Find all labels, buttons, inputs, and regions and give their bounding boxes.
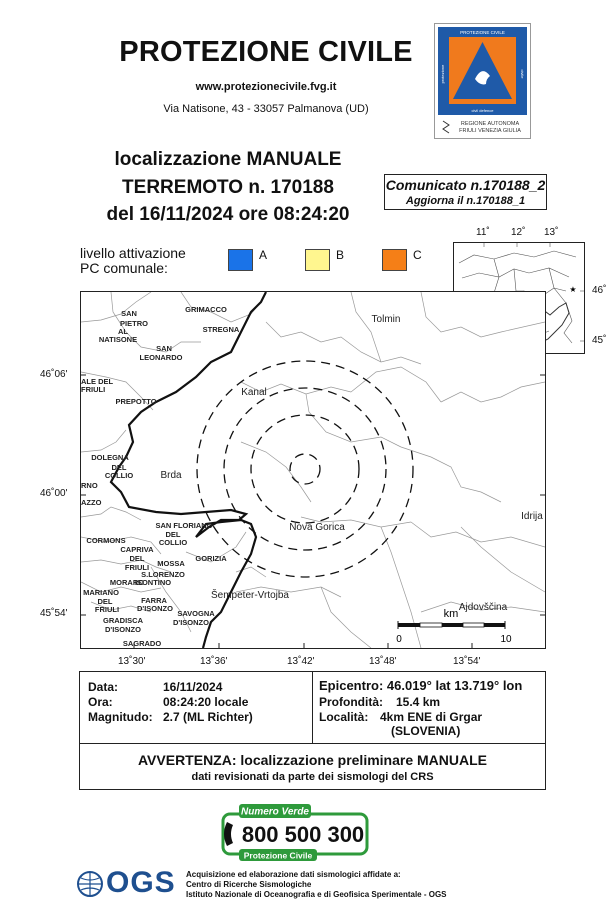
data-label: Data: bbox=[88, 680, 119, 694]
level-c-label: C bbox=[413, 248, 422, 262]
scale-bar bbox=[396, 608, 512, 645]
inset-lon-tick-11: 11˚ bbox=[476, 227, 490, 238]
org-address: Via Natisone, 43 - 33057 Palmanova (UD) bbox=[163, 103, 369, 115]
level-c-swatch bbox=[382, 249, 407, 271]
comunicato-update: Aggiorna il n.170188_1 bbox=[405, 195, 526, 207]
ora-value: 08:24:20 locale bbox=[163, 695, 249, 709]
info-divider-vertical bbox=[312, 672, 313, 743]
ogs-credits bbox=[186, 870, 447, 900]
scale-end: 10 bbox=[500, 634, 512, 645]
localita-country: (SLOVENIA) bbox=[391, 724, 461, 738]
comunicato-box bbox=[384, 174, 547, 210]
comunicato-number: Comunicato n.170188_2 bbox=[385, 177, 546, 193]
logo-graphic bbox=[435, 24, 530, 138]
lon-tick-13-30: 13˚30' bbox=[118, 656, 146, 667]
town-grimacco: GRIMACCO bbox=[185, 305, 227, 314]
level-a-swatch bbox=[228, 249, 253, 271]
town-tolmin: Tolmin bbox=[371, 314, 401, 325]
lat-tick-46-00: 46˚00' bbox=[40, 488, 68, 499]
town-capriva-1: CAPRIVA bbox=[120, 545, 154, 554]
town-san-pietro-4: NATISONE bbox=[98, 335, 138, 344]
logo-right-text: civile bbox=[520, 69, 525, 79]
lon-tick-13-42: 13˚42' bbox=[287, 656, 315, 667]
logo-left-text: protezione bbox=[440, 64, 445, 84]
event-info-box bbox=[79, 671, 546, 790]
town-farra-1: FARRA bbox=[141, 596, 167, 605]
activation-label-line2: PC comunale: bbox=[80, 260, 168, 276]
town-kanal: Kanal bbox=[241, 387, 267, 398]
town-san-floriano-1: SAN FLORIANO bbox=[155, 521, 213, 530]
data-value: 16/11/2024 bbox=[163, 680, 223, 694]
town-mossa: MOSSA bbox=[157, 559, 185, 568]
level-a-label: A bbox=[259, 248, 268, 262]
town-gradisca-1: GRADISCA bbox=[102, 616, 144, 625]
lon-tick-13-48: 13˚48' bbox=[369, 656, 397, 667]
town-idrija: Idrija bbox=[521, 511, 543, 522]
level-b-label: B bbox=[336, 248, 345, 262]
epicentro: Epicentro: 46.019° lat 13.719° lon bbox=[319, 678, 523, 693]
town-san-floriano-2: DEL bbox=[165, 530, 181, 539]
town-san-pietro-2: PIETRO bbox=[120, 319, 148, 328]
numero-verde-label: Numero Verde bbox=[241, 806, 309, 818]
numero-verde-number: 800 500 300 bbox=[241, 822, 365, 847]
town-s-lorenzo-1: S.LORENZO bbox=[141, 570, 185, 579]
title-line-1: localizzazione MANUALE bbox=[114, 149, 342, 170]
logo-region-line2: FRIULI VENEZIA GIULIA bbox=[459, 128, 521, 134]
town-mariano-3: FRIULI bbox=[94, 605, 120, 614]
ogs-logo-text: OGS bbox=[106, 866, 176, 899]
level-b-swatch bbox=[305, 249, 330, 271]
ogs-credits-line2: Centro di Ricerche Sismologiche bbox=[186, 880, 312, 889]
town-corno-1: RNO bbox=[81, 481, 98, 490]
profondita-value: 15.4 km bbox=[396, 695, 441, 709]
town-prepotto: PREPOTTO bbox=[115, 397, 157, 406]
numero-verde-graphic bbox=[219, 802, 371, 862]
town-san-leonardo-1: SAN bbox=[156, 344, 172, 353]
lat-tick-45-54: 45˚54' bbox=[40, 608, 68, 619]
town-farra-2: D'ISONZO bbox=[137, 604, 173, 613]
town-san-pietro-1: SAN bbox=[121, 309, 137, 318]
town-dolegna-3: COLLIO bbox=[104, 471, 134, 480]
numero-verde-footer: Protezione Civile bbox=[243, 850, 313, 861]
localita-label: Località: bbox=[319, 710, 369, 724]
logo-region-line1: REGIONE AUTONOMA bbox=[460, 121, 520, 127]
magnitudo-label: Magnitudo: bbox=[88, 710, 153, 724]
protezione-civile-logo bbox=[434, 23, 531, 139]
warning-subtitle: dati revisionati da parte dei sismologi del CRS bbox=[191, 771, 434, 783]
org-url[interactable]: www.protezionecivile.fvg.it bbox=[195, 81, 337, 93]
epicenter-map-graphic bbox=[81, 292, 545, 648]
town-s-lorenzo-2: ISONTINO bbox=[134, 578, 172, 587]
magnitudo-value: 2.7 (ML Richter) bbox=[163, 710, 253, 724]
inset-lon-tick-12: 12˚ bbox=[511, 227, 526, 238]
town-dolegna-2: DEL bbox=[111, 463, 127, 472]
numero-verde-badge[interactable] bbox=[219, 802, 371, 862]
activation-label-line1: livello attivazione bbox=[80, 245, 186, 261]
town-san-leonardo-2: LEONARDO bbox=[139, 353, 183, 362]
ora-label: Ora: bbox=[88, 695, 113, 709]
ogs-credits-line1: Acquisizione ed elaborazione dati sismologici affidate a: bbox=[186, 870, 401, 879]
town-cividale-2: FRIULI bbox=[81, 385, 106, 394]
ogs-credits-line3: Istituto Nazionale di Oceanografia e di Geofisica Sperimentale - OGS bbox=[186, 890, 447, 899]
town-sagrado: SAGRADO bbox=[122, 639, 162, 648]
town-ajdovscina: Ajdovščina bbox=[458, 602, 508, 613]
town-gradisca-2: D'ISONZO bbox=[105, 625, 141, 634]
activation-level-label bbox=[80, 246, 186, 276]
town-gorizia: GORIZIA bbox=[195, 554, 227, 563]
inset-lat-tick-45: 45˚ bbox=[592, 335, 607, 346]
inset-lon-tick-13: 13˚ bbox=[544, 227, 559, 238]
town-cividale-1: ALE DEL bbox=[81, 377, 114, 386]
logo-bottom-text: civil defence bbox=[471, 108, 494, 113]
title-line-3: del 16/11/2024 ore 08:24:20 bbox=[106, 204, 350, 225]
logo-top-text: PROTEZIONE CIVILE bbox=[460, 30, 505, 35]
org-name: PROTEZIONE CIVILE bbox=[119, 36, 413, 68]
lon-tick-13-36: 13˚36' bbox=[200, 656, 228, 667]
town-corno-2: AZZO bbox=[81, 498, 102, 507]
town-brda: Brda bbox=[160, 470, 182, 481]
town-savogna-1: SAVOGNA bbox=[177, 609, 215, 618]
lat-tick-46-06: 46˚06' bbox=[40, 369, 68, 380]
town-dolegna-1: DOLEGNA bbox=[91, 453, 129, 462]
town-san-pietro-3: AL bbox=[118, 327, 128, 336]
town-capriva-2: DEL bbox=[129, 554, 145, 563]
profondita-label: Profondità: bbox=[319, 695, 383, 709]
town-cormons: CORMONS bbox=[86, 536, 126, 545]
title-line-2: TERREMOTO n. 170188 bbox=[122, 177, 334, 198]
localita-value: 4km ENE di Grgar bbox=[380, 710, 483, 724]
info-divider-horizontal bbox=[80, 743, 545, 744]
ogs-globe-icon bbox=[76, 870, 104, 898]
town-sempeter-vrtojba: Šempeter-Vrtojba bbox=[211, 590, 289, 601]
town-mariano-2: DEL bbox=[97, 597, 113, 606]
town-capriva-3: FRIULI bbox=[124, 563, 150, 572]
epicenter-map bbox=[80, 291, 546, 649]
scale-unit: km bbox=[443, 608, 459, 620]
inset-epicenter-star-icon: ★ bbox=[569, 285, 577, 294]
scale-start: 0 bbox=[396, 634, 402, 645]
town-nova-gorica: Nova Gorica bbox=[289, 522, 345, 533]
town-moraro: MORARO bbox=[109, 578, 145, 587]
warning-title: AVVERTENZA: localizzazione preliminare MANUALE bbox=[137, 752, 487, 768]
inset-lat-tick-46: 46˚ bbox=[592, 285, 607, 296]
lon-tick-13-54: 13˚54' bbox=[453, 656, 481, 667]
town-mariano-1: MARIANO bbox=[83, 588, 119, 597]
town-savogna-2: D'ISONZO bbox=[173, 618, 209, 627]
town-stregna: STREGNA bbox=[202, 325, 240, 334]
town-san-floriano-3: COLLIO bbox=[158, 538, 188, 547]
